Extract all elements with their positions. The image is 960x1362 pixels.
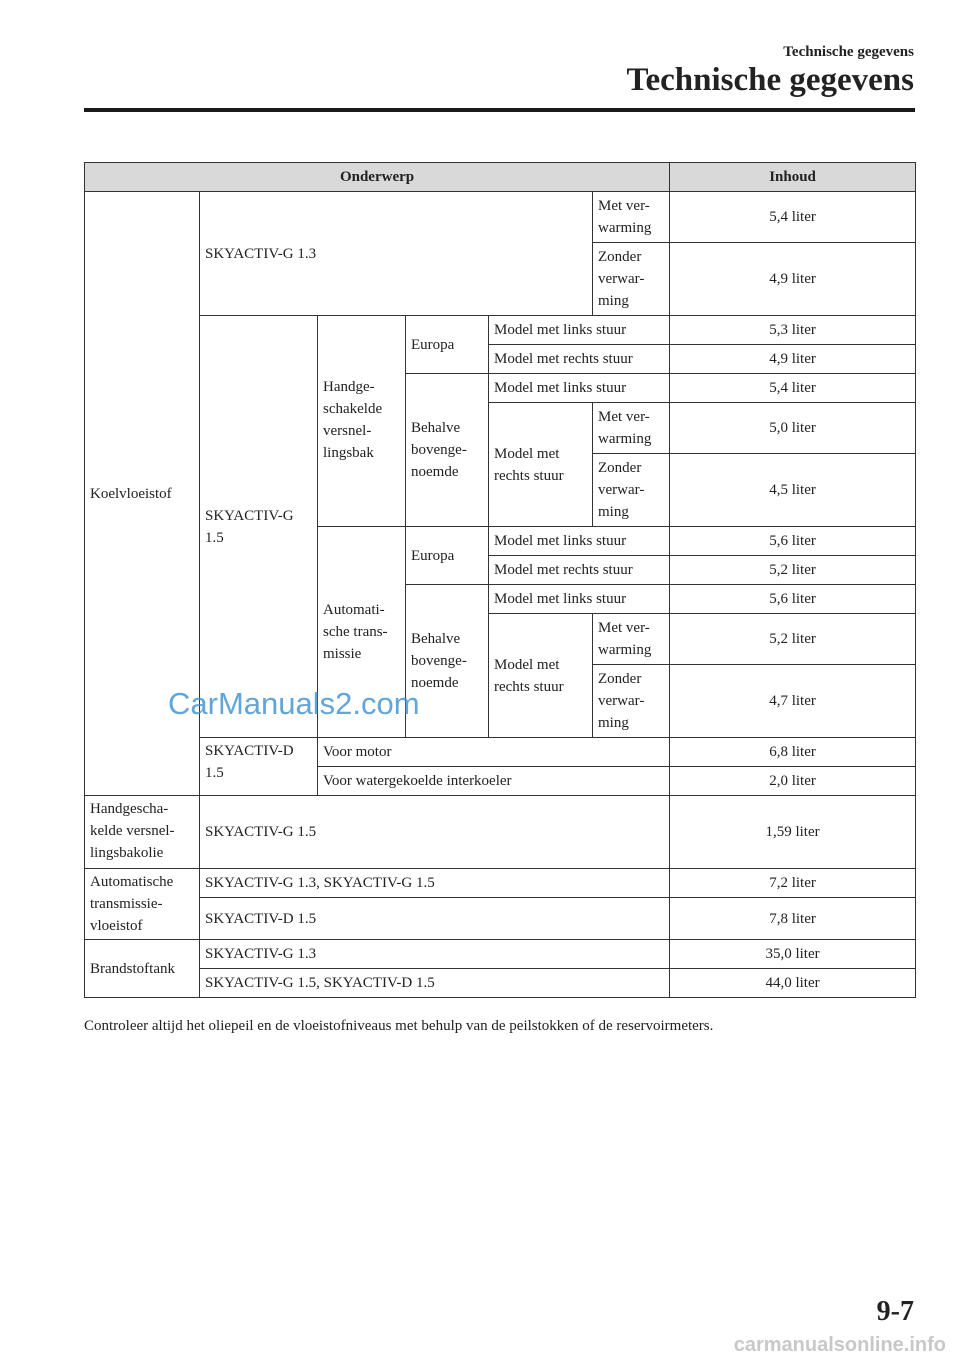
condition-met-verwarming: Met ver-warming <box>593 403 670 454</box>
value-cell: 2,0 liter <box>670 767 916 796</box>
table-row <box>85 940 916 969</box>
transmission-automatic: Automati-sche trans-missie <box>318 527 406 738</box>
value-cell: 1,59 liter <box>670 796 916 869</box>
region-europa: Europa <box>406 527 489 585</box>
row-label-automatische-vloeistof: Automatische transmissie-vloeistof <box>85 869 200 940</box>
engine-g13-g15: SKYACTIV-G 1.3, SKYACTIV-G 1.5 <box>200 869 670 898</box>
value-cell: 4,7 liter <box>670 665 916 738</box>
footnote: Controleer altijd het oliepeil en de vloeistofniveaus met behulp van de peilstokken of de reservoirmeters. <box>84 1018 714 1034</box>
condition-met-verwarming: Met ver-warming <box>593 192 670 243</box>
engine-g15: SKYACTIV-G 1.5 <box>200 316 318 738</box>
value-cell: 7,2 liter <box>670 869 916 898</box>
table-row <box>85 969 916 998</box>
value-cell: 5,3 liter <box>670 316 916 345</box>
value-cell: 5,6 liter <box>670 527 916 556</box>
condition-zonder-verwarming: Zonder verwar-ming <box>593 665 670 738</box>
engine-g15-d15: SKYACTIV-G 1.5, SKYACTIV-D 1.5 <box>200 969 670 998</box>
value-cell: 4,5 liter <box>670 454 916 527</box>
region-behalve: Behalve bovenge-noemde <box>406 374 489 527</box>
condition-met-verwarming: Met ver-warming <box>593 614 670 665</box>
usage-voor-motor: Voor motor <box>318 738 670 767</box>
table-row <box>85 192 916 243</box>
region-behalve: Behalve bovenge-noemde <box>406 585 489 738</box>
usage-interkoeler: Voor watergekoelde interkoeler <box>318 767 670 796</box>
section-title: Technische gegevens <box>626 62 914 98</box>
engine-d15: SKYACTIV-D 1.5 <box>200 898 670 940</box>
value-cell: 44,0 liter <box>670 969 916 998</box>
table-header-row <box>85 163 916 192</box>
section-header-small: Technische gegevens <box>783 44 914 60</box>
engine-g15: SKYACTIV-G 1.5 <box>200 796 670 869</box>
header-inhoud: Inhoud <box>670 163 916 192</box>
transmission-manual: Handge-schakelde versnel-lingsbak <box>318 316 406 527</box>
table-row <box>85 738 916 767</box>
value-cell: 35,0 liter <box>670 940 916 969</box>
row-label-koelvloeistof: Koelvloeistof <box>85 192 200 796</box>
engine-g13: SKYACTIV-G 1.3 <box>200 940 670 969</box>
table-row <box>85 898 916 940</box>
footer-watermark: carmanualsonline.info <box>733 1334 946 1356</box>
value-cell: 5,2 liter <box>670 614 916 665</box>
value-cell: 4,9 liter <box>670 345 916 374</box>
region-europa: Europa <box>406 316 489 374</box>
row-label-brandstoftank: Brandstoftank <box>85 940 200 998</box>
engine-g13: SKYACTIV-G 1.3 <box>200 192 593 316</box>
engine-d15: SKYACTIV-D 1.5 <box>200 738 318 796</box>
header-onderwerp: Onderwerp <box>85 163 670 192</box>
table-row <box>85 869 916 898</box>
model-links: Model met links stuur <box>489 527 670 556</box>
table-row <box>85 316 916 345</box>
page-number: 9-7 <box>876 1296 914 1327</box>
row-label-handgeschakelde-olie: Handgescha-kelde versnel-lingsbakolie <box>85 796 200 869</box>
model-links: Model met links stuur <box>489 374 670 403</box>
model-rechts: Model met rechts stuur <box>489 345 670 374</box>
model-rechts: Model met rechts stuur <box>489 556 670 585</box>
watermark-logo: CarManuals2.com <box>168 686 420 721</box>
value-cell: 5,6 liter <box>670 585 916 614</box>
condition-zonder-verwarming: Zonder verwar-ming <box>593 454 670 527</box>
model-met-rechts-stuur: Model met rechts stuur <box>489 403 593 527</box>
model-met-rechts-stuur: Model met rechts stuur <box>489 614 593 738</box>
value-cell: 5,4 liter <box>670 192 916 243</box>
value-cell: 4,9 liter <box>670 243 916 316</box>
model-links: Model met links stuur <box>489 316 670 345</box>
value-cell: 5,4 liter <box>670 374 916 403</box>
value-cell: 5,2 liter <box>670 556 916 585</box>
capacity-table <box>84 162 916 998</box>
value-cell: 5,0 liter <box>670 403 916 454</box>
header-rule <box>84 108 915 112</box>
condition-zonder-verwarming: Zonder verwar-ming <box>593 243 670 316</box>
model-links: Model met links stuur <box>489 585 670 614</box>
table-row <box>85 796 916 869</box>
value-cell: 7,8 liter <box>670 898 916 940</box>
value-cell: 6,8 liter <box>670 738 916 767</box>
